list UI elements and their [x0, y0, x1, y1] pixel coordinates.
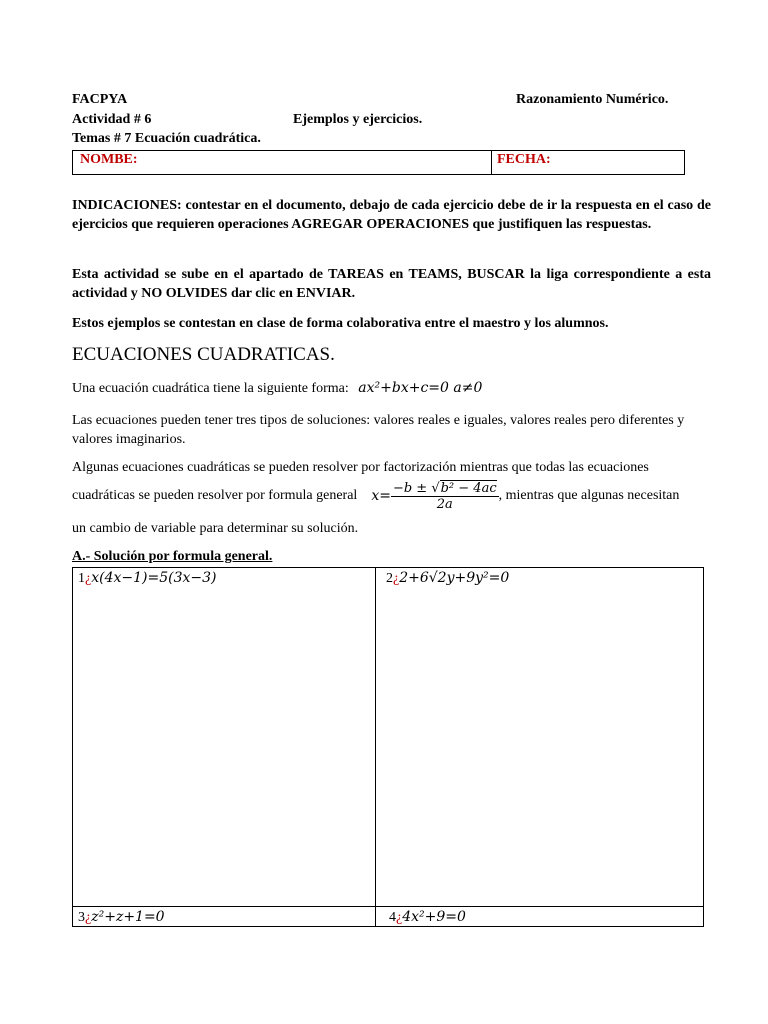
exercise-marker: ¿	[85, 910, 92, 925]
exercise-grid	[72, 567, 704, 927]
table-divider	[491, 151, 492, 174]
formula-numerator-prefix: −b ± √	[392, 480, 440, 496]
exercise-equation: x(4x−1)=5(3x−3)	[91, 570, 217, 586]
collaboration-note: Estos ejemplos se contestan en clase de forma colaborativa entre el maestro y los alumnos.	[72, 316, 609, 331]
upload-instructions: Esta actividad se sube en el apartado de TAREAS en TEAMS, BUSCAR la liga correspondiente a esta actividad y NO OLVIDES dar clic en ENVIAR.	[72, 267, 711, 301]
formula-radicand: b² − 4ac	[440, 480, 497, 496]
exercise-marker: ¿	[393, 571, 400, 586]
exercise-equation: z²+z+1=0	[91, 909, 165, 925]
formula-denominator: 2a	[436, 496, 453, 512]
section-heading: ECUACIONES CUADRATICAS.	[72, 344, 335, 365]
name-date-table	[72, 150, 685, 175]
exercise-1	[78, 570, 216, 587]
instructions-text: contestar en el documento, debajo de cada ejercicio debe de ir la respuesta en el caso de ejercicios que requieren operaciones AGREGAR OPERACIONES que justifiquen las respuestas.	[72, 198, 711, 232]
date-field-label: FECHA:	[497, 152, 551, 167]
grid-vertical-divider	[375, 568, 376, 926]
instructions-paragraph	[72, 196, 711, 234]
methods-line-2	[72, 478, 679, 514]
exercise-equation: 4x²+9=0	[402, 909, 466, 925]
exercise-2	[386, 570, 509, 587]
exercise-3	[78, 909, 165, 926]
exercise-marker: ¿	[396, 910, 403, 925]
school-name: FACPYA	[72, 92, 128, 107]
form-intro-text: Una ecuación cuadrática tiene la siguiente forma:	[72, 381, 349, 396]
exercises-subheading: A.- Solución por formula general.	[72, 549, 273, 564]
quadratic-formula-fraction	[391, 481, 499, 512]
methods-line-2-end: , mientras que algunas necesitan	[498, 488, 680, 503]
name-field-label: NOMBE:	[80, 152, 138, 167]
exercise-4	[389, 909, 466, 926]
methods-line-2-start: cuadráticas se pueden resolver por formula general	[72, 488, 358, 503]
topic-title: Temas # 7 Ecuación cuadrática.	[72, 131, 261, 146]
grid-horizontal-divider	[73, 906, 703, 907]
exercise-number: 4	[389, 910, 396, 925]
activity-number: Actividad # 6	[72, 112, 152, 127]
instructions-label: INDICACIONES:	[72, 198, 182, 213]
exercise-equation: 2+6√2y+9y²=0	[399, 570, 510, 586]
methods-line-1: Algunas ecuaciones cuadráticas se pueden resolver por factorización mientras que todas las ecuaciones	[72, 460, 649, 475]
exercise-number: 3	[78, 910, 85, 925]
subject-name: Razonamiento Numérico.	[516, 92, 669, 107]
exercise-marker: ¿	[85, 571, 92, 586]
general-form-equation: ax²+bx+c=0 a≠0	[358, 380, 483, 396]
activity-subtitle: Ejemplos y ejercicios.	[293, 112, 423, 127]
form-intro-line	[72, 380, 482, 397]
formula-lhs: x=	[371, 488, 391, 504]
exercise-number: 1	[78, 571, 85, 586]
solution-types-text: Las ecuaciones pueden tener tres tipos de soluciones: valores reales e iguales, valores reales pero diferentes y valores imaginarios.	[72, 413, 685, 447]
methods-line-3: un cambio de variable para determinar su solución.	[72, 521, 359, 536]
formula-numerator	[391, 481, 499, 497]
exercise-number: 2	[386, 571, 393, 586]
